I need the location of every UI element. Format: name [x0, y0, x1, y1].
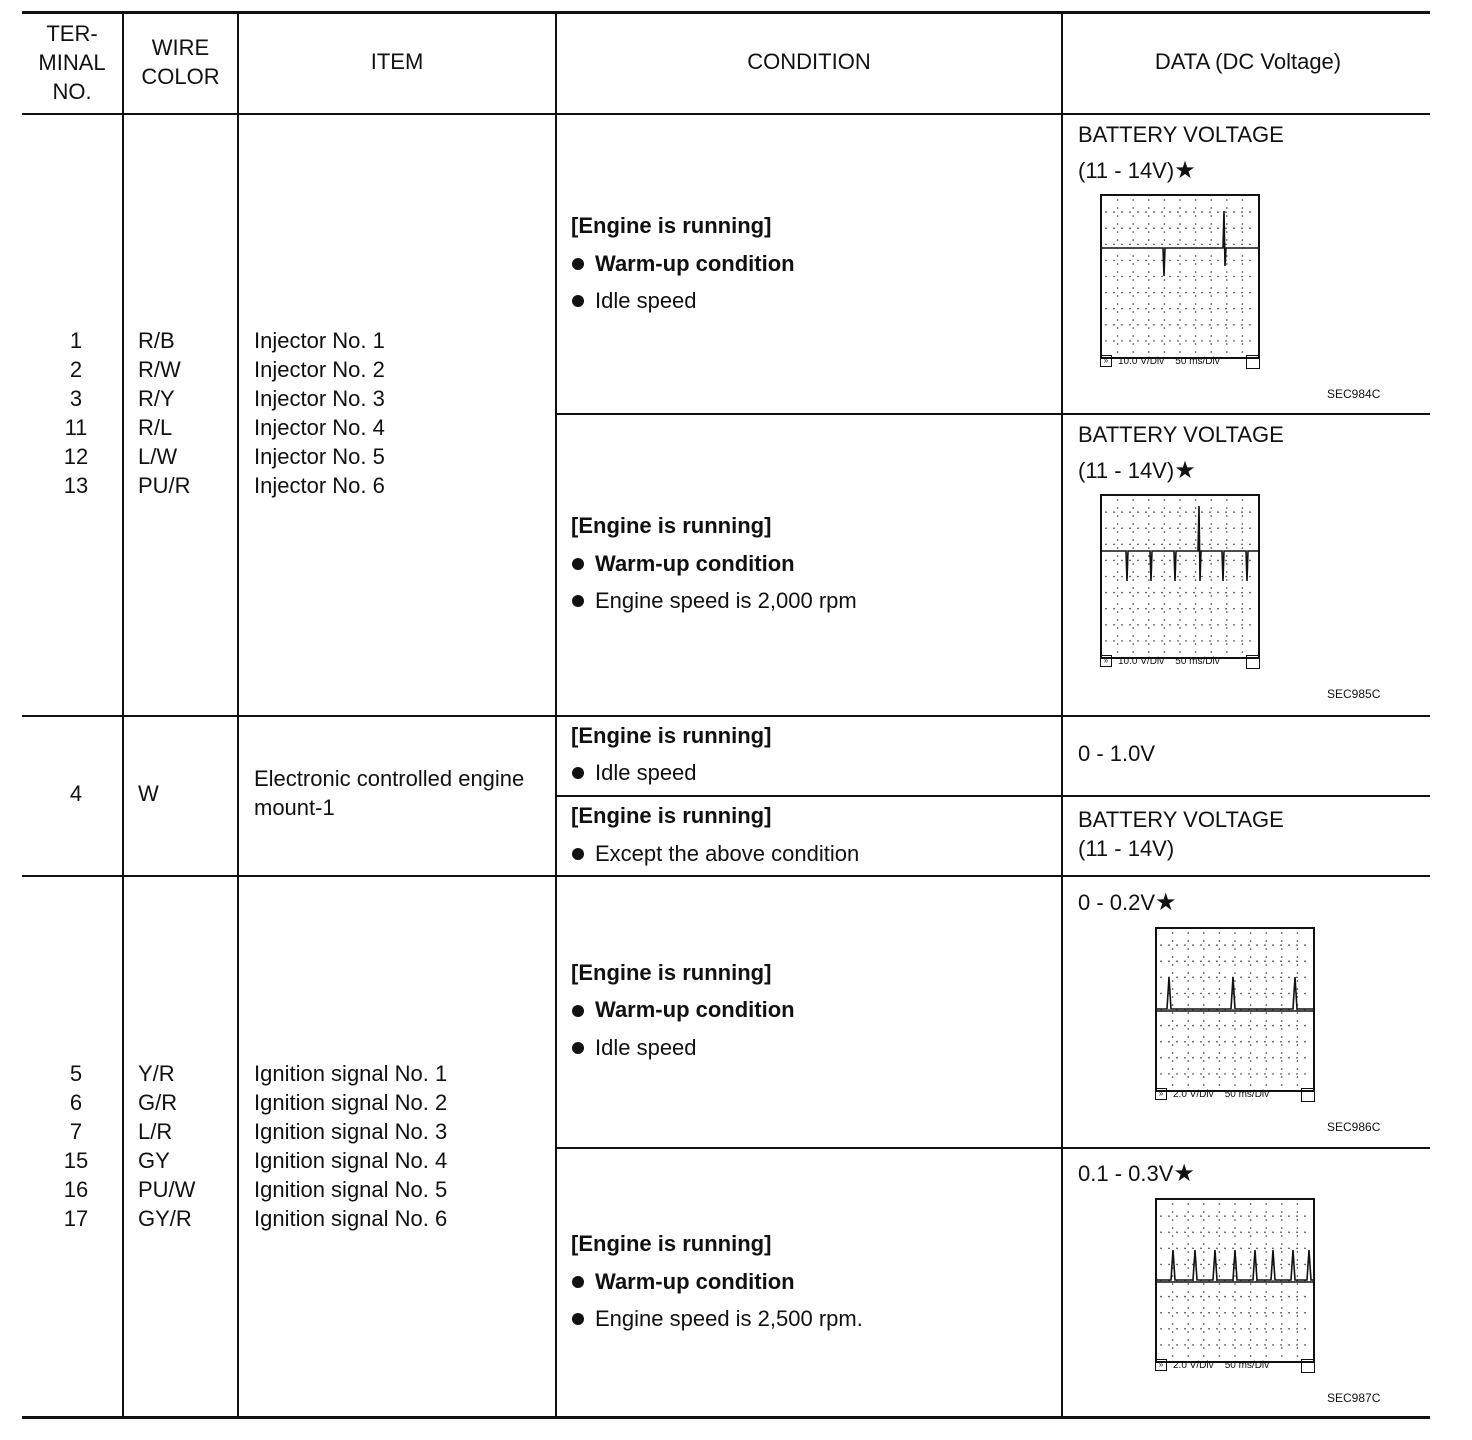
data-value: 0 - 1.0V — [1078, 741, 1156, 766]
scope-arrow-icon: » — [1155, 1359, 1167, 1371]
condition-bullet: Idle speed — [595, 1035, 697, 1060]
scope-box-icon — [1246, 355, 1260, 369]
figure-code: SEC986C — [1327, 1120, 1381, 1134]
terminal-numbers: 1 2 3 11 12 13 — [63, 328, 89, 498]
condition-title: [Engine is running] — [571, 1231, 772, 1256]
bullet-icon — [572, 558, 584, 570]
row-divider — [556, 795, 1430, 797]
bullet-icon — [572, 1042, 584, 1054]
item-names: Electronic controlled engine mount-1 — [254, 766, 525, 820]
scope-box-icon — [1246, 655, 1260, 669]
data-value: BATTERY VOLTAGE (11 - 14V) — [1078, 807, 1284, 861]
condition-bullet: Warm-up condition — [595, 1269, 795, 1294]
oscilloscope-waveform — [1155, 927, 1315, 1100]
scope-box-icon — [1301, 1359, 1315, 1373]
star-icon: ★ — [1174, 457, 1196, 484]
bullet-icon — [572, 1005, 584, 1017]
header-condition: CONDITION — [747, 49, 871, 74]
waveform-plot — [1157, 929, 1313, 1090]
item-names: Injector No. 1 Injector No. 2 Injector No. 3 Injector No. 4 Injector No. 5 Injector No. 6 — [254, 328, 385, 498]
condition-bullet: Warm-up condition — [595, 997, 795, 1022]
column-rule — [555, 12, 557, 1418]
figure-code: SEC985C — [1327, 687, 1381, 701]
oscilloscope-waveform — [1155, 1198, 1315, 1371]
condition-bullet: Engine speed is 2,000 rpm — [595, 588, 857, 613]
scope-box-icon — [1301, 1088, 1315, 1102]
row-divider — [556, 1147, 1430, 1149]
data-value: 0 - 0.2V★ — [1078, 889, 1177, 916]
oscilloscope-waveform — [1100, 494, 1260, 667]
star-icon: ★ — [1174, 157, 1196, 184]
header-item: ITEM — [370, 49, 424, 74]
data-value: BATTERY VOLTAGE — [1078, 122, 1284, 147]
column-rule — [1061, 12, 1063, 1418]
group-divider — [22, 875, 1430, 877]
scope-scale: 10.0 V/Div 50 ms/Div — [1118, 656, 1220, 667]
group-divider — [22, 715, 1430, 717]
scope-footer — [1155, 1088, 1315, 1102]
bullet-icon — [572, 595, 584, 607]
waveform-plot — [1157, 1200, 1313, 1361]
condition-title: [Engine is running] — [571, 513, 772, 538]
data-value: (11 - 14V)★ — [1078, 457, 1196, 484]
item-names: Ignition signal No. 1 Ignition signal No. 2 Ignition signal No. 3 Ignition signal No. 4 Ignition signal No. 5 Ignition signal No. 6 — [254, 1061, 448, 1231]
condition-title: [Engine is running] — [571, 803, 772, 828]
oscilloscope-waveform — [1100, 194, 1260, 367]
waveform-plot — [1102, 496, 1258, 657]
waveform-plot — [1102, 196, 1258, 357]
wire-colors: Y/R G/R L/R GY PU/W GY/R — [138, 1061, 196, 1231]
scope-footer — [1155, 1359, 1315, 1373]
scope-arrow-icon: » — [1100, 355, 1112, 367]
data-value: (11 - 14V)★ — [1078, 157, 1196, 184]
bullet-icon — [572, 295, 584, 307]
terminal-numbers: 5 6 7 15 16 17 — [63, 1061, 89, 1231]
header-wire-color: WIRE COLOR — [141, 35, 220, 89]
data-value: 0.1 - 0.3V★ — [1078, 1160, 1195, 1187]
figure-code: SEC984C — [1327, 387, 1381, 401]
condition-title: [Engine is running] — [571, 213, 772, 238]
bullet-icon — [572, 767, 584, 779]
scope-scale: 10.0 V/Div 50 ms/Div — [1118, 356, 1220, 367]
bullet-icon — [572, 1276, 584, 1288]
table-bottom-rule — [22, 1416, 1430, 1419]
star-icon: ★ — [1173, 1160, 1195, 1187]
scope-footer — [1100, 355, 1260, 369]
header-bottom-rule — [22, 113, 1430, 115]
figure-code: SEC987C — [1327, 1391, 1381, 1405]
condition-bullet: Engine speed is 2,500 rpm. — [595, 1306, 863, 1331]
scope-scale: 2.0 V/Div 50 ms/Div — [1173, 1089, 1270, 1100]
grid-dots — [1105, 199, 1251, 353]
scope-arrow-icon: » — [1100, 655, 1112, 667]
header-terminal-no: TER- MINAL NO. — [38, 21, 106, 104]
condition-title: [Engine is running] — [571, 723, 772, 748]
wire-colors: W — [138, 781, 159, 806]
row-divider — [556, 413, 1430, 415]
star-icon: ★ — [1155, 889, 1177, 916]
condition-bullet: Warm-up condition — [595, 251, 795, 276]
condition-bullet: Idle speed — [595, 288, 697, 313]
scope-scale: 2.0 V/Div 50 ms/Div — [1173, 1360, 1270, 1371]
data-value: BATTERY VOLTAGE — [1078, 422, 1284, 447]
column-rule — [237, 12, 239, 1418]
scope-arrow-icon: » — [1155, 1088, 1167, 1100]
bullet-icon — [572, 258, 584, 270]
condition-title: [Engine is running] — [571, 960, 772, 985]
condition-bullet: Warm-up condition — [595, 551, 795, 576]
terminal-numbers: 4 — [69, 781, 83, 806]
scope-footer — [1100, 655, 1260, 669]
bullet-icon — [572, 1313, 584, 1325]
bullet-icon — [572, 848, 584, 860]
waveform-trace — [1102, 211, 1258, 276]
wire-colors: R/B R/W R/Y R/L L/W PU/R — [138, 328, 191, 498]
header-data: DATA (DC Voltage) — [1154, 49, 1342, 74]
waveform-trace — [1102, 506, 1258, 581]
condition-bullet: Idle speed — [595, 760, 697, 785]
condition-bullet: Except the above condition — [595, 841, 860, 866]
table-top-rule — [22, 11, 1430, 14]
